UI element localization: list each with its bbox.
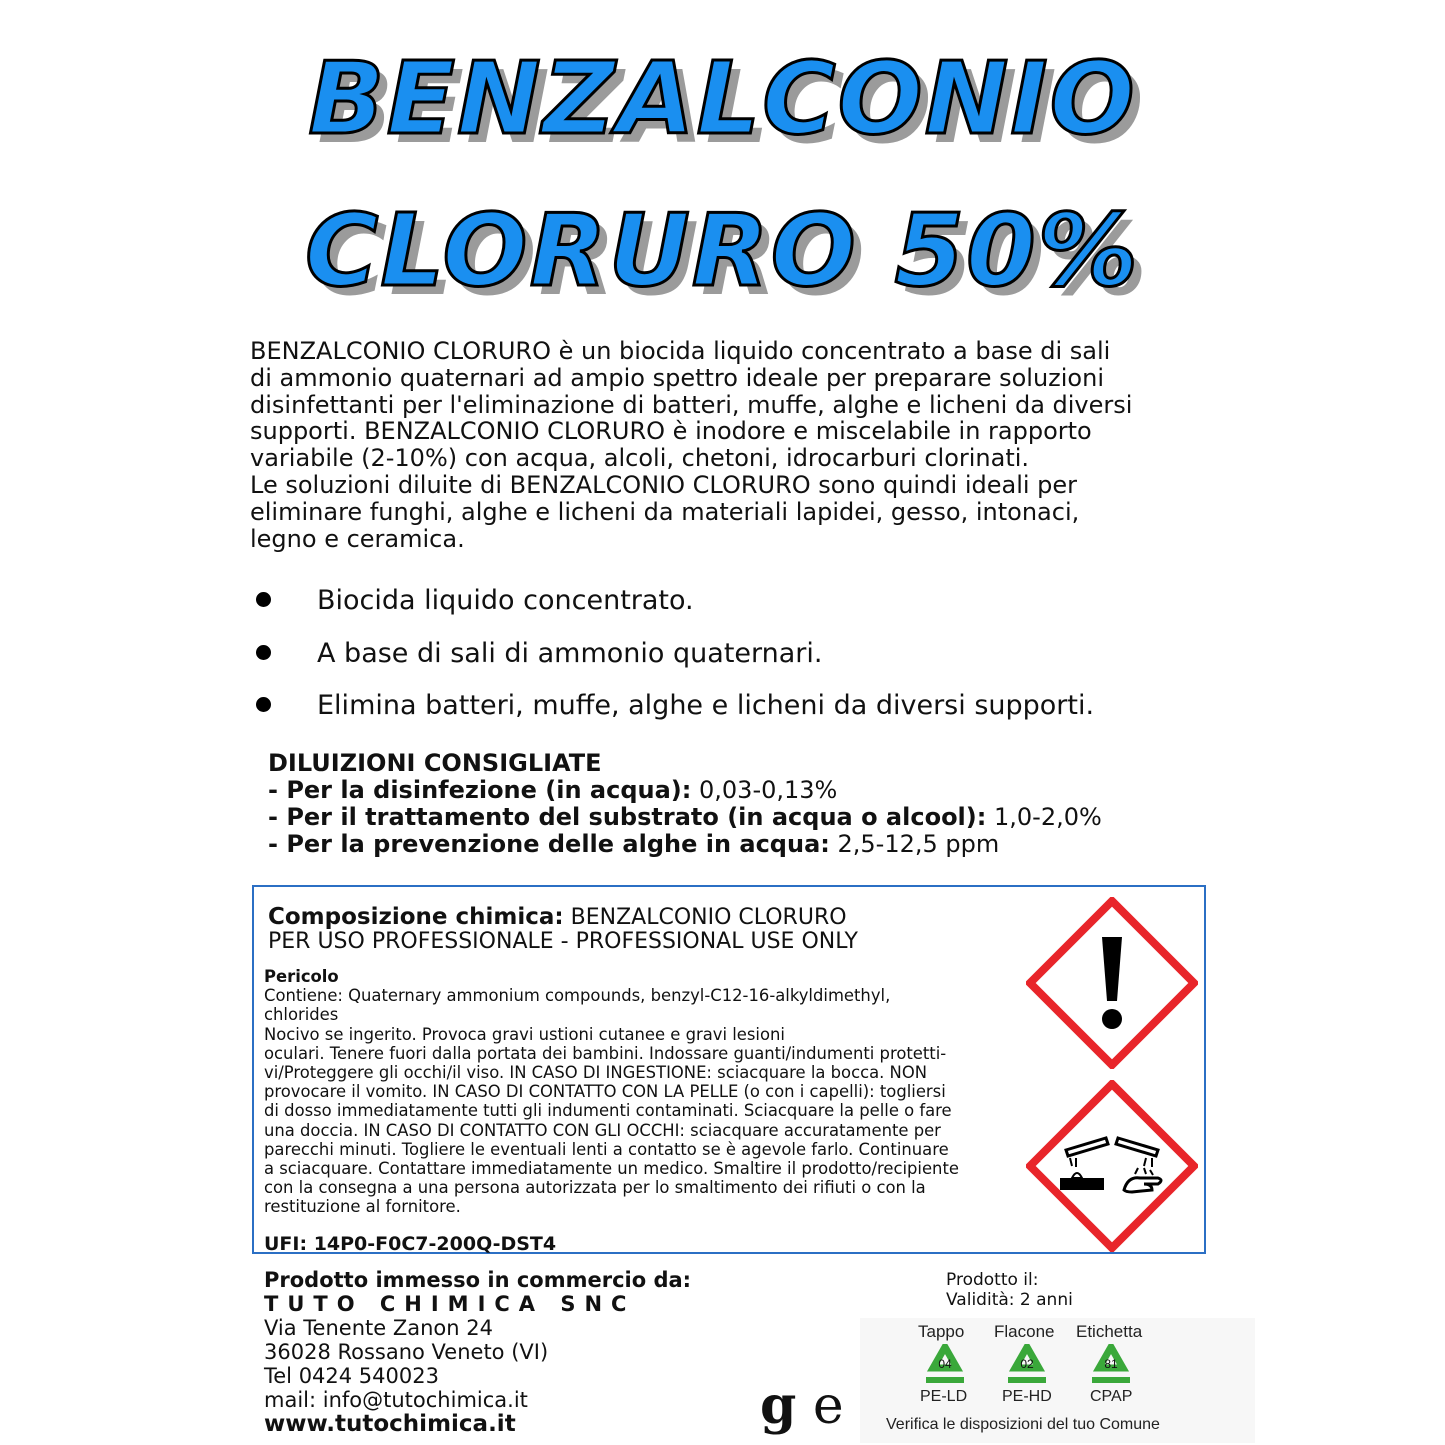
dilution-value: 2,5-12,5 ppm [837,830,1000,858]
e-mark: e [812,1376,844,1436]
producer-heading: Prodotto immesso in commercio da: [264,1268,692,1292]
producer-info [264,1268,691,1436]
dilutions-heading: DILUIZIONI CONSIGLIATE [268,749,602,777]
feature-text: Elimina batteri, muffe, alghe e licheni da diversi supporti. [317,690,1095,721]
hazard-line: con la consegna a una persona autorizzata per lo smaltimento dei rifiuti o con la [264,1178,926,1198]
recycle-number: 81 [1104,1357,1118,1371]
bullet-icon [256,592,271,607]
recycle-material: PE-LD [920,1388,968,1405]
composition-label: Composizione chimica: [268,904,564,930]
description-line: eliminare funghi, alghe e licheni da materiali lapidei, gesso, intonaci, [250,497,1080,526]
website-link[interactable]: www.tutochimica.it [264,1411,516,1437]
address-line: 36028 Rossano Veneto (VI) [264,1340,549,1364]
safety-box [252,885,1206,1254]
composition-value: BENZALCONIO CLORURO [570,905,847,930]
dilution-label: - Per la prevenzione delle alghe in acqua: [268,830,830,858]
dilution-row [268,777,1102,804]
recycling-note: Verifica le disposizioni del tuo Comune [886,1416,1160,1433]
feature-text: Biocida liquido concentrato. [317,585,694,616]
dilution-value: 0,03-0,13% [699,776,838,804]
hazard-line: provocare il vomito. IN CASO DI CONTATTO CON LA PELLE (o con i capelli): togliersi [264,1082,946,1102]
dilution-row [268,831,1102,858]
product-title-line-1: BENZALCONIO [308,40,1137,157]
description-line: variabile (2-10%) con acqua, alcoli, chetoni, idrocarburi clorinati. [250,444,1030,473]
hazard-line: vi/Proteggere gli occhi/il viso. IN CASO DI INGESTIONE: sciacquare la bocca. NON [264,1063,927,1083]
recycle-number: 04 [938,1357,952,1371]
gram-mark: g [760,1375,797,1436]
address-line: Via Tenente Zanon 24 [264,1316,493,1340]
recycle-label-bottle: Flacone [994,1322,1055,1341]
hazard-line: chlorides [264,1005,339,1025]
email[interactable]: mail: info@tutochimica.it [264,1388,528,1412]
description-line: disinfettanti per l'eliminazione di batteri, muffe, alghe e licheni da diversi [250,390,1133,419]
hazard-line: Contiene: Quaternary ammonium compounds, benzyl-C12-16-alkyldimethyl, [264,986,891,1006]
validity: Validità: 2 anni [946,1290,1073,1310]
hazard-line: parecchi minuti. Togliere le eventuali lenti a contatto se è agevole farlo. Continuare [264,1139,949,1159]
composition-block [268,905,858,954]
bullet-icon [256,645,271,660]
recycle-icon [922,1344,968,1386]
phone: Tel 0424 540023 [264,1364,439,1388]
dilution-label: - Per la disinfezione (in acqua): [268,776,692,804]
recycle-material: PE-HD [1002,1388,1052,1405]
dilution-label: - Per il trattamento del substrato (in acqua o alcool): [268,803,987,831]
dilution-value: 1,0-2,0% [994,803,1102,831]
professional-use-note: PER USO PROFESSIONALE - PROFESSIONAL USE ONLY [268,929,858,954]
ufi-code: UFI: 14P0-F0C7-200Q-DST4 [264,1233,557,1255]
description-line: di ammonio quaternari ad ampio spettro ideale per preparare soluzioni [250,363,1104,392]
hazard-line: Nocivo se ingerito. Provoca gravi ustioni cutanee e gravi lesioni [264,1024,785,1044]
description-line: legno e ceramica. [250,524,465,553]
dilutions-section [268,750,1102,858]
recycle-material: CPAP [1090,1388,1133,1405]
product-title-line-2: CLORURO 50% [305,192,1140,309]
exclamation-mark-icon [1026,897,1198,1069]
corrosion-icon [1026,1080,1198,1252]
hazard-line: restituzione al fornitore. [264,1197,461,1217]
dilution-row [268,804,1102,831]
recycle-number: 02 [1020,1357,1034,1371]
description-line: BENZALCONIO CLORURO è un biocida liquido concentrato a base di sali [250,337,1111,365]
production-date-label: Prodotto il: [946,1270,1039,1290]
recycling-panel [860,1318,1255,1443]
recycle-label-label: Etichetta [1076,1322,1143,1341]
hazard-statements [264,967,1034,1217]
estimated-sign [760,1376,844,1436]
hazard-signal-word: Pericolo [264,967,339,986]
feature-text: A base di sali di ammonio quaternari. [317,637,823,669]
hazard-line: oculari. Tenere fuori dalla portata dei bambini. Indossare guanti/indumenti protetti- [264,1043,947,1063]
hazard-line: di dosso immediatamente tutti gli indumenti contaminati. Sciacquare la pelle o fare [264,1101,952,1121]
production-info [946,1270,1073,1310]
product-description [250,338,1190,552]
description-line: supporti. BENZALCONIO CLORURO è inodore e miscelabile in rapporto [250,417,1092,446]
recycle-icon [1088,1344,1134,1386]
hazard-line: una doccia. IN CASO DI CONTATTO CON GLI OCCHI: sciacquare accuratamente per [264,1120,941,1140]
bullet-icon [256,697,271,712]
company-name: TUTO CHIMICA SNC [264,1292,636,1316]
hazard-line: a sciacquare. Contattare immediatamente un medico. Smaltire il prodotto/recipiente [264,1159,959,1179]
recycle-icon [1004,1344,1050,1386]
recycle-label-cap: Tappo [918,1322,965,1341]
description-line: Le soluzioni diluite di BENZALCONIO CLORURO sono quindi ideali per [250,470,1078,499]
